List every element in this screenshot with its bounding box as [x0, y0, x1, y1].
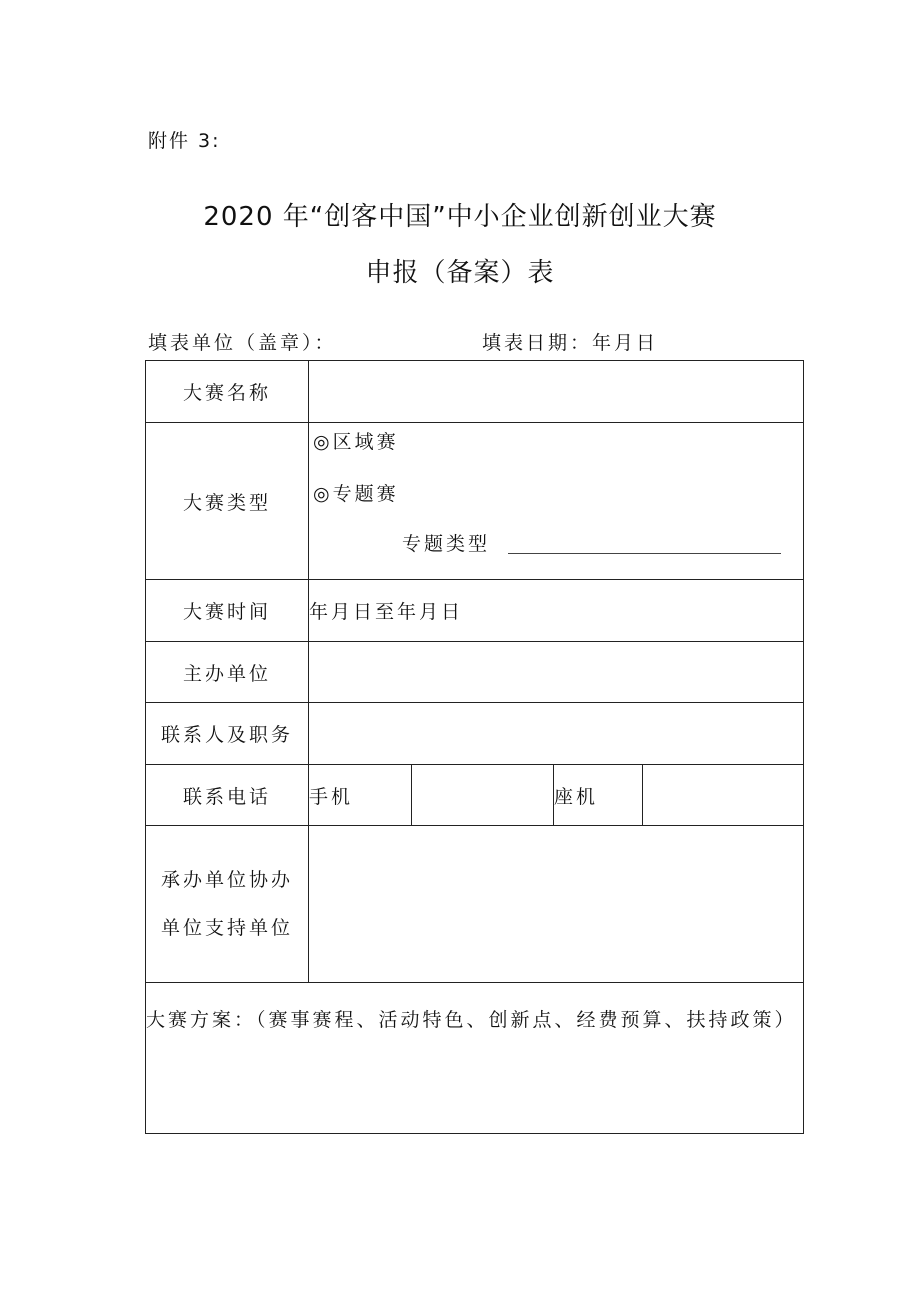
host-label: 主办单位	[146, 642, 309, 703]
option-special[interactable]: ◎专题赛	[313, 483, 399, 505]
contest-name-field[interactable]	[309, 361, 804, 423]
special-type-input-line[interactable]	[508, 553, 781, 554]
row-phone	[146, 765, 804, 826]
landline-field[interactable]	[643, 765, 804, 826]
contact-person-label: 联系人及职务	[146, 703, 309, 765]
phone-label: 联系电话	[146, 765, 309, 826]
co-organizer-label-line2: 单位支持单位	[160, 917, 293, 939]
row-host	[146, 642, 804, 703]
co-organizer-label-line1: 承办单位协办	[160, 869, 293, 891]
contest-plan-label: 大赛方案：（赛事赛程、活动特色、创新点、经费预算、扶持政策）	[146, 1009, 797, 1031]
row-plan	[146, 983, 804, 1134]
contest-time-field[interactable]: 年月日至年月日	[309, 580, 804, 642]
contest-type-label: 大赛类型	[146, 423, 309, 580]
row-co-organizers	[146, 826, 804, 983]
contest-type-field	[309, 423, 804, 580]
attachment-label: 附件 3:	[148, 130, 221, 152]
contest-time-label: 大赛时间	[146, 580, 309, 642]
co-organizer-field[interactable]	[309, 826, 804, 983]
option-regional[interactable]: ◎区域赛	[313, 431, 399, 453]
special-type-label: 专题类型	[402, 533, 491, 555]
mobile-field[interactable]	[412, 765, 554, 826]
fill-unit-label: 填表单位（盖章）：	[148, 332, 337, 354]
row-contest-type	[146, 423, 804, 580]
row-contest-name	[146, 361, 804, 423]
contest-plan-field[interactable]	[146, 983, 804, 1134]
row-contest-time	[146, 580, 804, 642]
fill-date-label: 填表日期：年月日	[482, 332, 659, 354]
form-title-line1: 2020 年“创客中国”中小企业创新创业大赛	[203, 202, 717, 232]
row-contact-person	[146, 703, 804, 765]
application-form-table	[145, 360, 804, 1134]
contest-name-label: 大赛名称	[146, 361, 309, 423]
host-field[interactable]	[309, 642, 804, 703]
contact-person-field[interactable]	[309, 703, 804, 765]
landline-label: 座机	[554, 765, 643, 826]
mobile-label: 手机	[309, 765, 412, 826]
form-title-line2: 申报（备案）表	[365, 258, 555, 288]
co-organizer-label	[146, 826, 309, 983]
